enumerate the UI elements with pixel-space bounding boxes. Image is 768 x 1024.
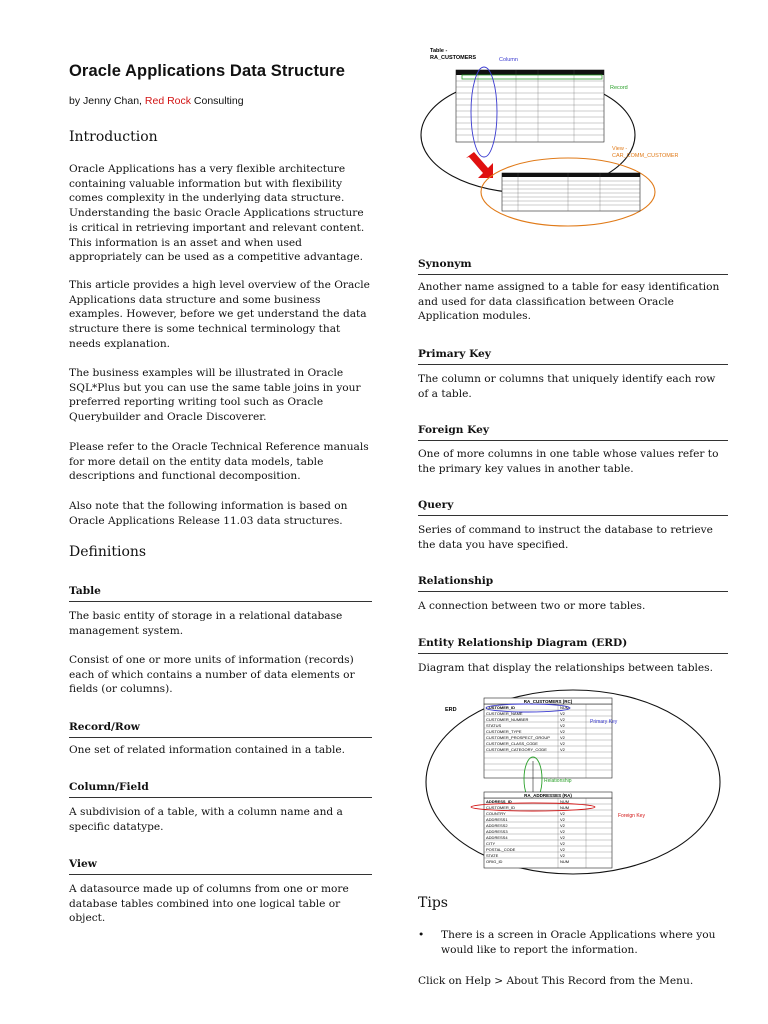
byline-suffix: Consulting	[191, 95, 244, 107]
erd-t2-type: V2	[560, 841, 565, 846]
intro-paragraph-1: Oracle Applications has a very flexible architecture containing valuable information but with flexibility comes complexity in the underlying data structure. Understanding the basic Oracle Applications structure is critical in retrieving important and relevant content. This information is an asset and when used appropriately can be used as a competitive advantage.	[69, 163, 365, 264]
intro-paragraph-2: This article provides a high level overview of the Oracle Applications data structure and some business examples. However, before we get understand the data structure there is some technical terminology that needs explanation.	[69, 279, 370, 350]
erd-diagram	[418, 686, 728, 878]
erd-t2-field: ADDRESS3	[486, 829, 508, 834]
intro-paragraph-3: The business examples will be illustrated in Oracle SQL*Plus but you can use the same table joins in your preferred reporting writing tool such as Oracle Querybuilder and Oracle Discoverer.	[69, 367, 361, 424]
term-primary-key-text: The column or columns that uniquely identify each row of a table.	[418, 373, 716, 400]
erd-t2-field: ADDRESS2	[486, 823, 508, 828]
view-grid	[502, 173, 640, 211]
term-column-field-text: A subdivision of a table, with a column name and a specific datatype.	[69, 806, 343, 833]
intro-paragraph-5: Also note that the following information is based on Oracle Applications Release 11.03 data structures.	[69, 500, 348, 527]
erd-table-customers	[484, 698, 612, 778]
erd-t2-field: CITY	[486, 841, 496, 846]
term-relationship-text: A connection between two or more tables.	[418, 600, 646, 612]
erd-t1-field: STATUS	[486, 723, 502, 728]
arrow-icon	[466, 152, 493, 178]
relationship-label: Relationship	[544, 778, 572, 784]
erd-t1-type: V2	[560, 735, 565, 740]
erd-t2-field: COUNTRY	[486, 811, 506, 816]
term-record-row-text: One set of related information contained in a table.	[69, 744, 345, 756]
erd-t2-field: ADDRESS1	[486, 817, 508, 822]
tips-text: Click on Help > About This Record from the Menu.	[418, 975, 694, 987]
term-view-text: A datasource made up of columns from one or more database tables combined into one logical table or object.	[69, 883, 349, 925]
intro-paragraph-4: Please refer to the Oracle Technical Reference manuals for more detail on the entity data models, table descriptions and functional decomposition.	[69, 441, 369, 483]
erd-t2-type: NUM	[560, 805, 570, 810]
left-column	[69, 62, 374, 107]
erd-t2-field: STATE	[486, 853, 499, 858]
erd-t2-field: ADDRESS4	[486, 835, 508, 840]
erd-t2-field: CUSTOMER_ID	[486, 805, 516, 810]
erd-t1-field: CUSTOMER_ID	[486, 705, 516, 710]
term-foreign-key: Foreign Key	[418, 424, 728, 441]
erd-t2-type: V2	[560, 847, 565, 852]
page-title: Oracle Applications Data Structure	[69, 62, 346, 80]
term-record-row: Record/Row	[69, 721, 372, 738]
erd-t1-field: CUSTOMER_CLASS_CODE	[486, 741, 538, 746]
erd-t2-type: NUM	[560, 799, 570, 804]
erd-t1-type: V2	[560, 711, 565, 716]
byline-prefix: by Jenny Chan,	[69, 95, 145, 107]
diagram1-column-label: Column	[499, 57, 518, 63]
erd-table1-name: RA_CUSTOMERS (RC)	[523, 699, 573, 704]
term-erd: Entity Relationship Diagram (ERD)	[418, 637, 728, 654]
diagram1-record-label: Record	[610, 85, 628, 91]
term-query: Query	[418, 499, 728, 516]
erd-t2-field: ORIG_ID	[486, 859, 503, 864]
erd-t2-field: POSTAL_CODE	[486, 847, 516, 852]
term-table-text-2: Consist of one or more units of information (records) each of which contains a number of data elements or fields (or columns).	[69, 654, 355, 696]
byline-company: Red Rock	[144, 95, 191, 107]
term-synonym-text: Another name assigned to a table for easy identification and used for data classification between Oracle Application modules.	[418, 281, 720, 323]
erd-t2-type: V2	[560, 853, 565, 858]
bullet-icon: •	[418, 929, 425, 941]
tips-bullet-text: There is a screen in Oracle Applications where you would like to report the information.	[441, 929, 716, 956]
erd-t2-type: V2	[560, 817, 565, 822]
erd-t2-type: V2	[560, 835, 565, 840]
erd-t1-type: V2	[560, 723, 565, 728]
erd-t1-type: V2	[560, 747, 565, 752]
diagram1-table-label: Table -	[430, 48, 448, 54]
term-synonym: Synonym	[418, 258, 728, 275]
term-column-field: Column/Field	[69, 781, 372, 798]
term-foreign-key-text: One of more columns in one table whose values refer to the primary key values in another table.	[418, 448, 719, 475]
table-view-diagram	[418, 40, 678, 250]
term-relationship: Relationship	[418, 575, 728, 592]
erd-t1-field: CUSTOMER_NAME	[486, 711, 523, 716]
foreign-key-label: Foreign Key	[618, 813, 645, 819]
erd-t1-type: V2	[560, 729, 565, 734]
definitions-heading: Definitions	[69, 544, 147, 560]
erd-t1-field: CUSTOMER_TYPE	[486, 729, 522, 734]
tips-list	[418, 928, 728, 957]
term-view: View	[69, 858, 372, 875]
primary-key-label: Primary Key	[590, 719, 618, 725]
byline	[69, 95, 374, 107]
diagram1-table-name: RA_CUSTOMERS	[430, 55, 477, 61]
term-query-text: Series of command to instruct the database to retrieve the data you have specified.	[418, 524, 713, 551]
erd-t2-field: ADDRESS_ID	[486, 799, 512, 804]
term-table-text: The basic entity of storage in a relational database management system.	[69, 610, 343, 637]
erd-t1-field: CUSTOMER_NUMBER	[486, 717, 529, 722]
diagram1-view-name: CAR_COMM_CUSTOMER_V	[612, 153, 678, 159]
term-erd-text: Diagram that display the relationships between tables.	[418, 662, 713, 674]
erd-table2-name: RA_ADDRESSES (RA)	[524, 793, 572, 798]
erd-t1-field: CUSTOMER_CATEGORY_CODE	[486, 747, 547, 752]
term-table: Table	[69, 585, 372, 602]
erd-t1-field: CUSTOMER_PROSPECT_GROUP	[486, 735, 550, 740]
erd-label: ERD	[445, 707, 457, 713]
term-primary-key: Primary Key	[418, 348, 728, 365]
table-grid	[456, 70, 604, 142]
intro-heading: Introduction	[69, 129, 158, 145]
tips-heading: Tips	[418, 895, 448, 911]
diagram1-view-label: View -	[612, 146, 628, 152]
erd-t2-type: V2	[560, 823, 565, 828]
erd-t1-type: V2	[560, 717, 565, 722]
erd-t2-type: V2	[560, 829, 565, 834]
erd-t2-type: V2	[560, 811, 565, 816]
erd-t1-type: NUM	[560, 705, 570, 710]
erd-t2-type: NUM	[560, 859, 570, 864]
erd-t1-type: V2	[560, 741, 565, 746]
